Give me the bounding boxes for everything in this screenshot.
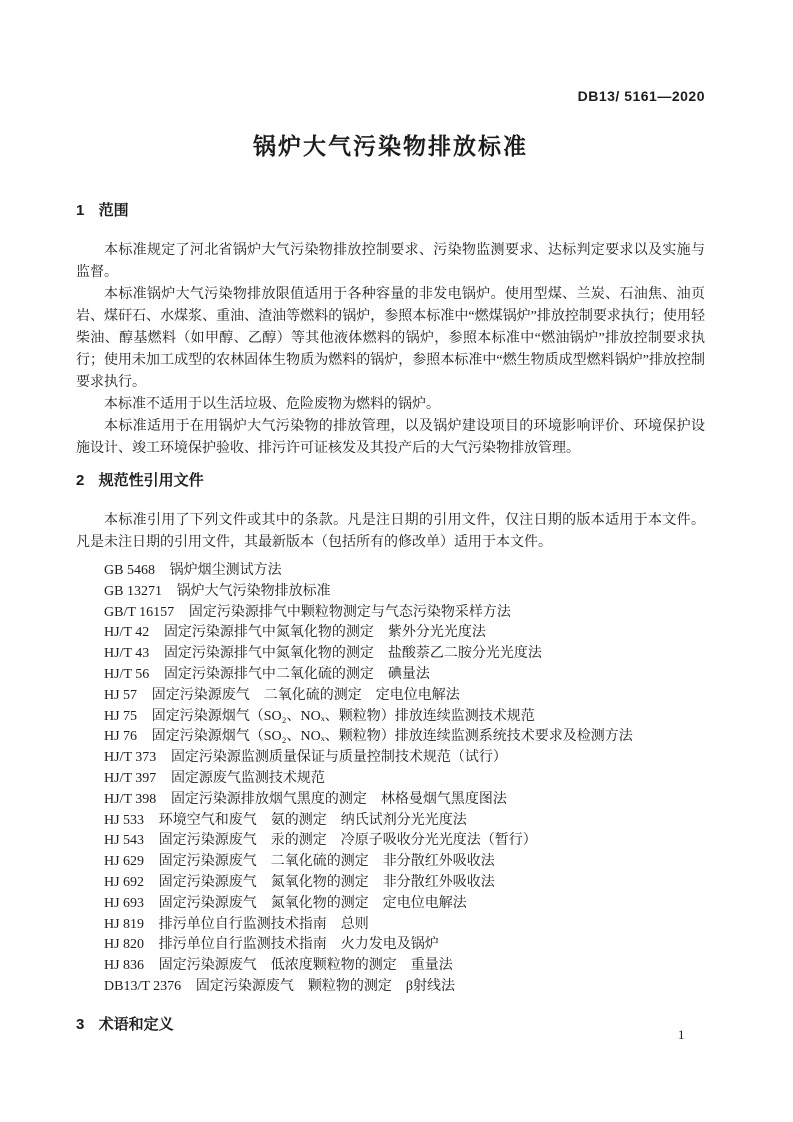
reference-title: 固定污染源烟气（SO₂、NOₓ、颗粒物）排放连续监测技术规范 [151, 708, 535, 724]
section-terms-heading [76, 1016, 705, 1034]
body-paragraph: 本标准适用于在用锅炉大气污染物的排放管理，以及锅炉建设项目的环境影响评价、环境保护设施设计、竣工环境保护验收、排污许可证核发及其投产后的大气污染物排放管理。 [76, 419, 705, 456]
reference-title: 固定污染源废气 二氧化硫的测定 定电位电解法 [151, 687, 460, 703]
reference-title: 固定污染源排气中氮氧化物的测定 紫外分光光度法 [163, 625, 486, 641]
reference-title: 排污单位自行监测技术指南 总则 [158, 916, 369, 932]
reference-item [76, 727, 705, 748]
section-title: 范围 [98, 202, 129, 219]
reference-code: HJ/T 398 [104, 791, 157, 807]
reference-code: HJ 533 [104, 812, 145, 828]
references-intro-paragraph: 本标准引用了下列文件或其中的条款。凡是注日期的引用文件，仅注日期的版本适用于本文件。凡是未注日期的引用文件，其最新版本（包括所有的修改单）适用于本文件。 [76, 513, 705, 550]
reference-code: HJ/T 43 [104, 646, 150, 662]
reference-item [76, 935, 705, 956]
reference-code: HJ 75 [104, 708, 138, 724]
reference-title: 固定污染源废气 氮氧化物的测定 非分散红外吸收法 [158, 874, 495, 890]
reference-item [76, 686, 705, 707]
reference-item [76, 977, 705, 998]
reference-code: HJ 693 [104, 895, 145, 911]
reference-code: HJ 819 [104, 916, 145, 932]
reference-item [76, 748, 705, 769]
reference-item [76, 852, 705, 873]
reference-code: HJ 57 [104, 687, 138, 703]
reference-code: HJ/T 56 [104, 666, 150, 682]
section-title: 术语和定义 [98, 1015, 174, 1033]
reference-item [76, 603, 705, 624]
reference-code: HJ/T 373 [104, 750, 157, 766]
reference-title: 固定污染源废气 低浓度颗粒物的测定 重量法 [158, 958, 453, 974]
reference-title: 锅炉大气污染物排放标准 [176, 583, 331, 599]
document-title: 锅炉大气污染物排放标准 [253, 133, 528, 159]
standard-number: DB13/ 5161—2020 [577, 88, 705, 104]
reference-title: 环境空气和废气 氨的测定 纳氏试剂分光光度法 [158, 812, 467, 828]
reference-item [76, 582, 705, 603]
reference-title: 固定污染源排气中二氧化硫的测定 碘量法 [163, 666, 430, 682]
section-number: 2 [76, 472, 85, 489]
reference-item [76, 956, 705, 977]
reference-item [76, 811, 705, 832]
reference-title: 固定污染源废气 二氧化硫的测定 非分散红外吸收法 [158, 854, 495, 870]
reference-item [76, 831, 705, 852]
reference-item [76, 894, 705, 915]
reference-title: 排污单位自行监测技术指南 火力发电及锅炉 [158, 937, 439, 953]
body-paragraph: 本标准锅炉大气污染物排放限值适用于各种容量的非发电锅炉。使用型煤、兰炭、石油焦、油页岩、煤矸石、水煤浆、重油、渣油等燃料的锅炉，参照本标准中“燃煤锅炉”排放控制要求执行；使用轻柴油、醇基燃料（如甲醇、乙醇）等其他液体燃料的锅炉，参照本标准中“燃油锅炉”排放控制要求执行；使用未加工成型的农林固体生物质为燃料的锅炉，参照本标准中“燃生物质成型燃料锅炉”排放控制要求执行。 [76, 287, 705, 390]
page-content [76, 88, 705, 1034]
reference-title: 固定污染源排气中氮氧化物的测定 盐酸萘乙二胺分光光度法 [163, 646, 542, 662]
reference-item [76, 561, 705, 582]
section-number: 3 [76, 1015, 85, 1033]
reference-item [76, 665, 705, 686]
reference-title: 固定污染源废气 汞的测定 冷原子吸收分光光度法（暂行） [158, 833, 537, 849]
reference-item [76, 623, 705, 644]
body-paragraph: 本标准规定了河北省锅炉大气污染物排放控制要求、污染物监测要求、达标判定要求以及实施与监督。 [76, 243, 705, 280]
reference-item [76, 790, 705, 811]
section-scope [76, 202, 705, 460]
reference-title: 固定污染源监测质量保证与质量控制技术规范（试行） [170, 750, 507, 766]
reference-code: HJ/T 397 [104, 770, 157, 786]
page-number: 1 [678, 1027, 685, 1042]
reference-code: GB 5468 [104, 563, 155, 578]
references-list [76, 561, 705, 998]
reference-title: 固定污染源烟气（SO₂、NOₓ、颗粒物）排放连续监测系统技术要求及检测方法 [151, 729, 633, 745]
reference-title: 固定污染源废气 氮氧化物的测定 定电位电解法 [158, 895, 467, 911]
reference-item [76, 769, 705, 790]
section-references-heading [76, 472, 705, 490]
scope-paragraphs [76, 240, 705, 460]
reference-title: 固定污染源排气中颗粒物测定与气态污染物采样方法 [188, 604, 511, 620]
reference-item [76, 915, 705, 936]
reference-title: 固定污染源排放烟气黑度的测定 林格曼烟气黑度图法 [170, 791, 507, 807]
reference-code: HJ 543 [104, 833, 145, 849]
section-scope-heading [76, 202, 705, 220]
reference-title: 固定污染源废气 颗粒物的测定 β射线法 [195, 978, 455, 994]
section-number: 1 [76, 202, 85, 219]
reference-code: DB13/T 2376 [104, 978, 182, 994]
section-references [76, 472, 705, 998]
reference-item [76, 873, 705, 894]
section-terms [76, 1016, 705, 1034]
reference-code: HJ 836 [104, 958, 145, 974]
reference-code: HJ/T 42 [104, 625, 150, 641]
reference-code: HJ 820 [104, 937, 145, 953]
section-title: 规范性引用文件 [98, 472, 204, 489]
reference-code: GB/T 16157 [104, 604, 175, 620]
reference-item [76, 707, 705, 728]
reference-title: 固定源废气监测技术规范 [170, 770, 325, 786]
reference-item [76, 644, 705, 665]
reference-code: GB 13271 [104, 583, 162, 599]
reference-code: HJ 76 [104, 729, 138, 745]
reference-code: HJ 692 [104, 874, 145, 890]
reference-code: HJ 629 [104, 854, 145, 870]
body-paragraph: 本标准不适用于以生活垃圾、危险废物为燃料的锅炉。 [104, 397, 440, 412]
reference-title: 锅炉烟尘测试方法 [169, 563, 282, 578]
